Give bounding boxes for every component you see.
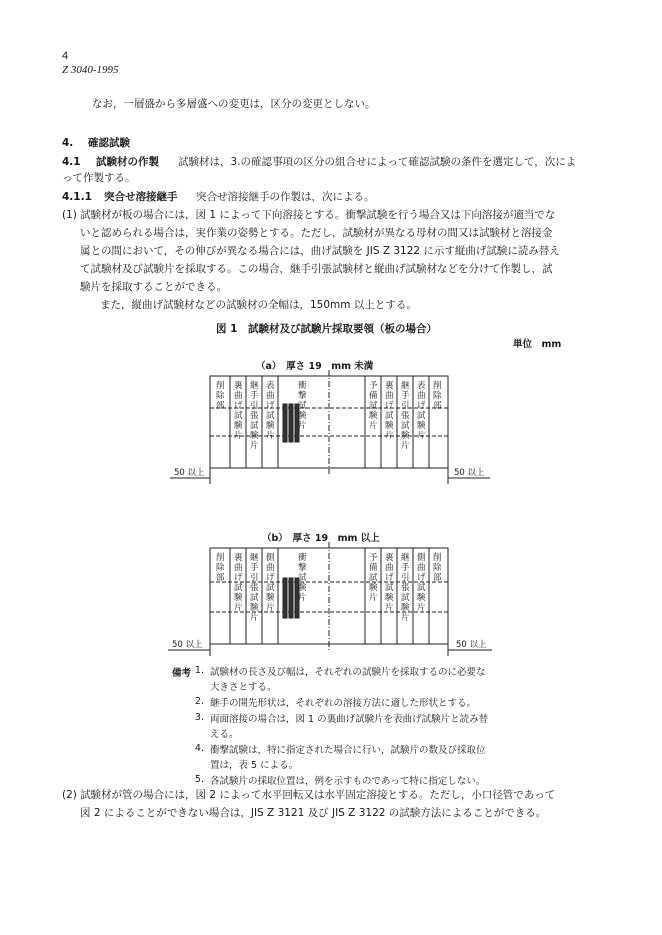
standard-code: Z 3040-1995	[62, 64, 119, 76]
figure-a-column-label-5: 衝撃試験片	[298, 381, 307, 431]
notes-label: 備考	[172, 668, 192, 679]
note-number: 3.	[194, 712, 204, 723]
figure-b-column-label-1: 削除部	[216, 553, 225, 583]
figure-b-column-label-8: 継手引張試験片	[401, 553, 410, 623]
figure-a-column-label-9: 表曲げ試験片	[417, 381, 426, 441]
page-number: 4	[62, 50, 69, 62]
figure-a-column-label-2: 裏曲げ試験片	[234, 381, 243, 441]
figure-b-column-label-5: 衝撃試験片	[298, 553, 307, 603]
figure-a-column-label-7: 裏曲げ試験片	[385, 381, 394, 441]
note-number: 5.	[194, 774, 204, 785]
figure-title: 図 1 試験材及び試験片採取要領（板の場合）	[216, 323, 437, 335]
item-2-number: (2)	[62, 789, 77, 801]
figure-a-column-label-8: 継手引張試験片	[401, 381, 410, 451]
section-4-1-1-text: 突合せ溶接継手の作製は，次による。	[196, 191, 375, 203]
note-text: 継手の開先形状は，それぞれの溶接方法に適した形状とする。	[210, 698, 477, 709]
note-item-4	[186, 743, 516, 773]
figure-a-left-dimension: 50 以上	[174, 468, 205, 478]
section-4-1-text-line2: って作製する。	[62, 172, 136, 184]
figure-b-left-dimension: 50 以上	[172, 640, 203, 650]
section-4-1-text-line1: 試験材は，3.の確認事項の区分の組合せによって確認試験の条件を選定して，次によ	[178, 156, 577, 168]
section-4-number: 4.	[62, 137, 74, 149]
note-number: 2.	[194, 696, 204, 707]
figure-a-column-label-10: 削除部	[433, 381, 442, 411]
section-4-1-1-title: 突合せ溶接継手	[104, 191, 178, 203]
note-text: 各試験片の採取位置は，例を示すものであって特に指定しない。	[210, 776, 486, 787]
figure-b-column-label-2: 裏曲げ試験片	[234, 553, 243, 613]
figure-a-diagram	[160, 370, 505, 488]
figure-b-column-label-7: 裏曲げ試験片	[385, 553, 394, 613]
note-item-2	[186, 696, 516, 711]
figure-a-caption: （a） 厚さ 19 mm 未満	[256, 361, 374, 372]
note-text: 衝撃試験は，特に指定された場合に行い，試験片の数及び採取位 置は，表 5 による。	[210, 745, 486, 771]
figure-a-column-label-3: 継手引張試験片	[250, 381, 259, 451]
item-1-line1: 試験材が板の場合には，図 1 によって下向溶接とする。衝撃試験を行う場合又は下向溶接が適当でな	[80, 209, 556, 221]
figure-a-column-label-1: 削除部	[216, 381, 225, 411]
item-1-line4: て試験材及び試験片を採取する。この場合，継手引張試験材と縦曲げ試験材などを分けて作製し，試	[80, 263, 553, 275]
figure-b-column-label-3: 継手引張試験片	[250, 553, 259, 623]
figure-unit: 単位 mm	[513, 339, 562, 350]
section-4-1-1-number: 4.1.1	[62, 191, 92, 203]
item-1-line5: 験片を採取することができる。	[80, 281, 227, 293]
item-1-number: (1)	[62, 209, 77, 221]
note-text: 試験材の長さ及び幅は，それぞれの試験片を採取するのに必要な 大きさとする。	[210, 667, 486, 693]
figure-b-caption: （b） 厚さ 19 mm 以上	[262, 533, 380, 544]
section-4-1-title: 試験材の作製	[96, 156, 159, 168]
figure-b-column-label-10: 削除部	[433, 553, 442, 583]
item-1-line2: いと認められる場合は，実作業の姿勢とする。ただし，試験材が異なる母材の間又は試験材と溶接金	[80, 227, 553, 239]
intro-line: なお，一層盛から多層盛への変更は，区分の変更としない。	[92, 98, 376, 110]
figure-b-diagram	[160, 542, 505, 662]
item-2-line2: 図 2 によることができない場合は，JIS Z 3121 及び JIS Z 3122 の試験方法によることができる。	[80, 807, 547, 819]
figure-b-right-dimension: 50 以上	[456, 640, 487, 650]
figure-b-column-label-9: 側曲げ試験片	[417, 553, 426, 613]
note-item-1	[186, 665, 516, 695]
item-1-line6: また，縦曲げ試験材などの試験材の全幅は，150mm 以上とする。	[100, 299, 417, 311]
section-4-1-number: 4.1	[62, 156, 81, 168]
section-4-title: 確認試験	[88, 137, 130, 149]
item-2-line1: 試験材が管の場合には，図 2 によって水平回転又は水平固定溶接とする。ただし，小口径管であって	[80, 789, 556, 801]
note-number: 4.	[194, 743, 204, 754]
figure-a-right-dimension: 50 以上	[454, 468, 485, 478]
figure-b-column-label-6: 予備試験片	[369, 553, 378, 603]
note-number: 1.	[194, 665, 204, 676]
note-item-5	[186, 774, 516, 789]
note-item-3	[186, 712, 516, 742]
note-text: 両面溶接の場合は，図 1 の裏曲げ試験片を表曲げ試験片と読み替 える。	[210, 714, 489, 740]
item-1-line3: 属との間において，その伸びが異なる場合には，曲げ試験を JIS Z 3122 に示す縦曲げ試験に読み替え	[80, 245, 560, 257]
notes-list	[186, 665, 516, 790]
figure-a-column-label-4: 表曲げ試験片	[266, 381, 275, 441]
figure-a-column-label-6: 予備試験片	[369, 381, 378, 431]
figure-b-column-label-4: 側曲げ試験片	[266, 553, 275, 613]
